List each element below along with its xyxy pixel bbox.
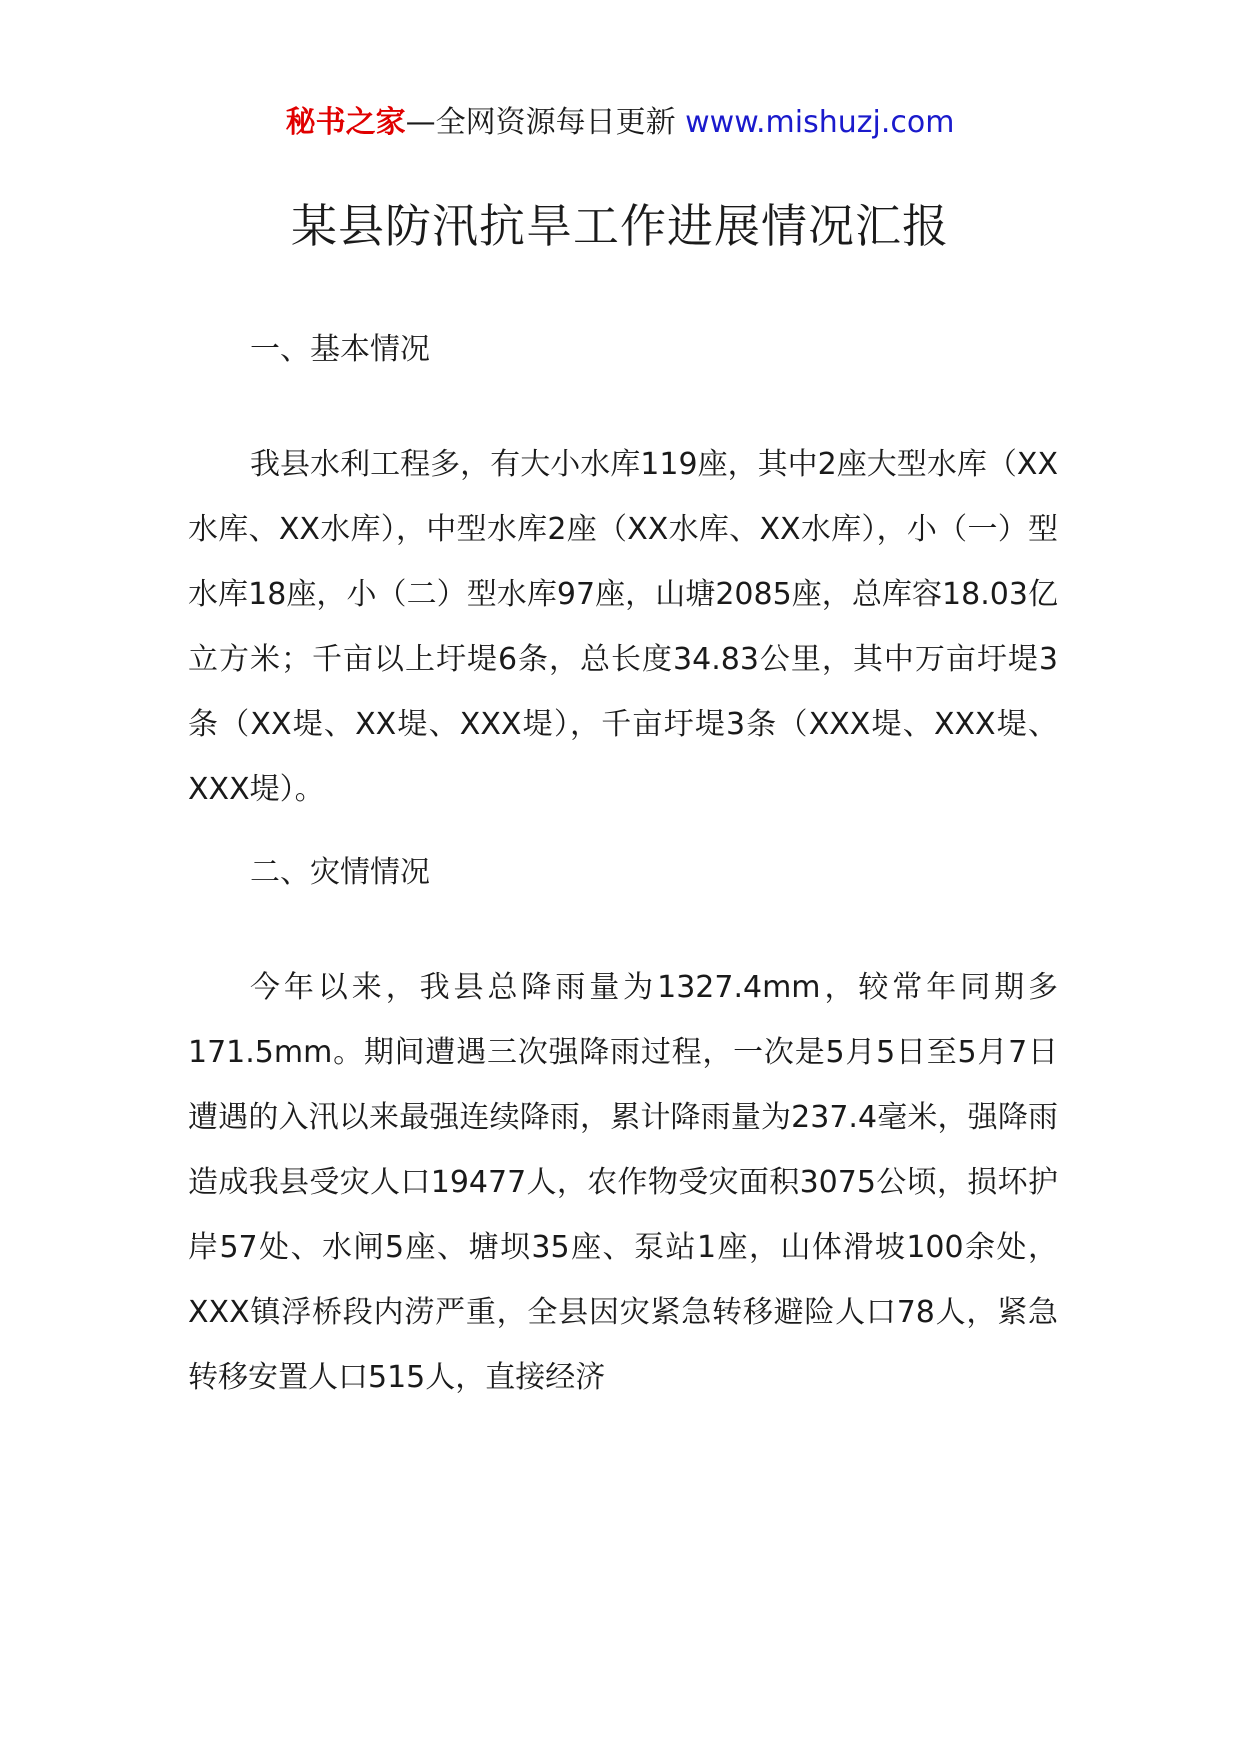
section-heading-disaster: 二、灾情情况	[250, 855, 430, 890]
section-paragraph-disaster: 今年以来，我县总降雨量为1327.4mm，较常年同期多171.5mm。期间遭遇三次强降雨过程，一次是5月5日至5月7日遭遇的入汛以来最强连续降雨，累计降雨量为237.4毫米，强降雨造成我县受灾人口19477人，农作物受灾面积3075公顷，损坏护岸57处、水闸5座、塘坝35座、泵站1座，山体滑坡100余处，XXX镇浮桥段内涝严重，全县因灾紧急转移避险人口78人，紧急转移安置人口515人，直接经济	[188, 970, 1058, 1395]
header-slogan: —全网资源每日更新	[405, 105, 676, 140]
document-title: 某县防汛抗旱工作进展情况汇报	[291, 199, 949, 253]
site-url-link[interactable]: www.mishuzj.com	[685, 105, 955, 140]
section-paragraph-basic: 我县水利工程多，有大小水库119座，其中2座大型水库（XX水库、XX水库），中型水库2座（XX水库、XX水库），小（一）型水库18座，小（二）型水库97座，山塘2085座，总库容18.03亿立方米；千亩以上圩堤6条，总长度34.83公里，其中万亩圩堤3条（XX堤、XX堤、XXX堤），千亩圩堤3条（XXX堤、XXX堤、XXX堤）。	[188, 447, 1058, 807]
header-banner	[0, 103, 1240, 143]
brand-name: 秘书之家	[285, 105, 406, 140]
section-heading-basic: 一、基本情况	[250, 332, 430, 367]
